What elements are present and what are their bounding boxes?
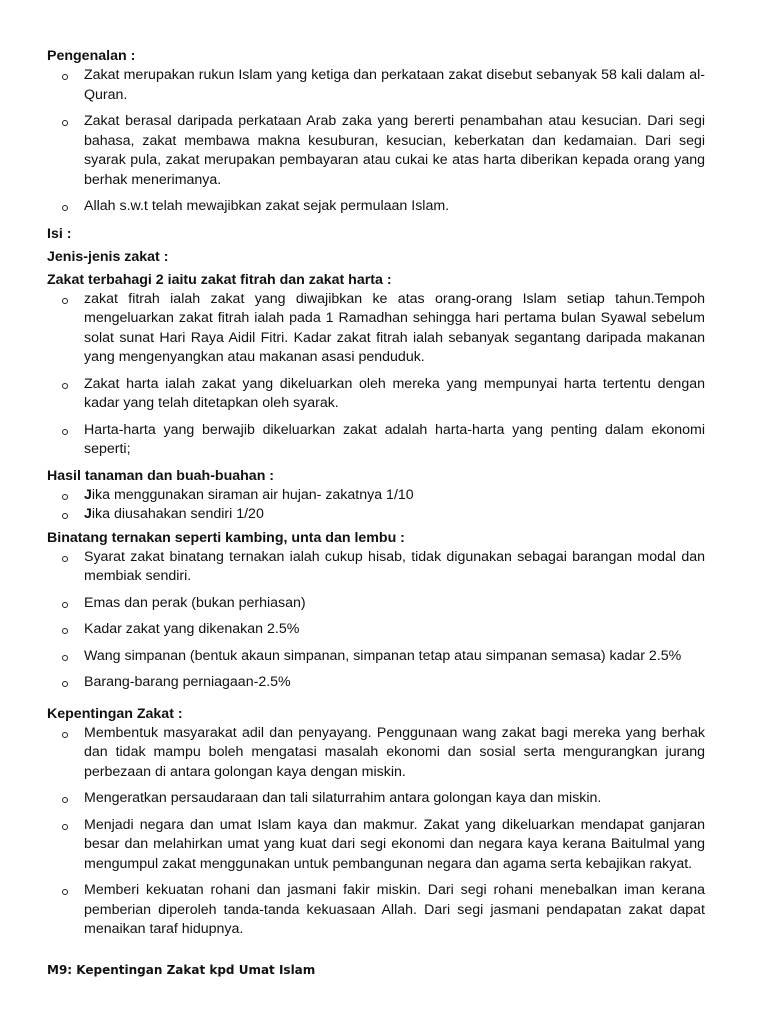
list-item: Menjadi negara dan umat Islam kaya dan makmur. Zakat yang dikeluarkan mendapat ganjaran besar dan melahirkan umat yang kuat dari segi ekonomi dan negara kaya kerana Baitulmal yang mengumpul zakat menggunakan untuk pembangunan negara dan agama serta kebajikan rakyat.: [47, 816, 705, 875]
list-item: Mengeratkan persaudaraan dan tali silaturrahim antara golongan kaya dan miskin.: [47, 789, 705, 809]
heading-binatang-ternakan: Binatang ternakan seperti kambing, unta dan lembu :: [47, 529, 405, 546]
item-text: ika diusahakan sendiri 1/20: [91, 506, 264, 522]
list-item: [47, 486, 705, 506]
list-item: Emas dan perak (bukan perhiasan): [47, 594, 705, 614]
list-kepentingan-zakat: [47, 724, 705, 940]
document-page: [47, 47, 705, 947]
list-item: Allah s.w.t telah mewajibkan zakat sejak permulaan Islam.: [47, 197, 705, 217]
list-item: Zakat merupakan rukun Islam yang ketiga dan perkataan zakat disebut sebanyak 58 kali dalam al-Quran.: [47, 66, 705, 105]
heading-kepentingan-zakat: Kepentingan Zakat :: [47, 705, 183, 722]
list-item: zakat fitrah ialah zakat yang diwajibkan ke atas orang-orang Islam setiap tahun.Tempoh mengeluarkan zakat fitrah ialah pada 1 Ramadhan sehingga hari pertama bulan Syawal sebelum solat sunat Hari Raya Aidil Fitri. Kadar zakat fitrah ialah sebanyak segantang daripada makanan yang mengenyangkan atau makanan asasi penduduk.: [47, 290, 705, 368]
list-item: Syarat zakat binatang ternakan ialah cukup hisab, tidak digunakan sebagai barangan modal dan membiak sendiri.: [47, 548, 705, 587]
heading-hasil-tanaman: Hasil tanaman dan buah-buahan :: [47, 467, 275, 484]
list-item: Barang-barang perniagaan-2.5%: [47, 673, 705, 693]
list-item: [47, 505, 705, 525]
heading-isi: Isi :: [47, 225, 72, 242]
list-item: Harta-harta yang berwajib dikeluarkan zakat adalah harta-harta yang penting dalam ekonomi seperti;: [47, 421, 705, 460]
page-footer: M9: Kepentingan Zakat kpd Umat Islam: [47, 963, 316, 977]
item-text: ika menggunakan siraman air hujan- zakatnya 1/10: [91, 486, 414, 503]
list-isi: [47, 290, 705, 460]
list-item: Membentuk masyarakat adil dan penyayang. Penggunaan wang zakat bagi mereka yang berhak dan tidak mampu boleh mengatasi masalah ekonomi dan sosial serta mengurangkan jurang perbezaan di antara golongan kaya dengan miskin.: [47, 724, 705, 783]
list-pengenalan: [47, 66, 705, 217]
heading-zakat-terbahagi: Zakat terbahagi 2 iaitu zakat fitrah dan zakat harta :: [47, 271, 392, 288]
list-item: Memberi kekuatan rohani dan jasmani fakir miskin. Dari segi rohani menebalkan iman kerana pemberian diperoleh tanda-tanda kekuasaan Allah. Dari segi jasmani pendapatan zakat dapat menaikan taraf hidupnya.: [47, 881, 705, 940]
list-item: Wang simpanan (bentuk akaun simpanan, simpanan tetap atau simpanan semasa) kadar 2.5%: [47, 647, 705, 667]
lead-letter: J: [84, 506, 92, 522]
heading-jenis-zakat: Jenis-jenis zakat :: [47, 248, 169, 265]
list-item: Kadar zakat yang dikenakan 2.5%: [47, 620, 705, 640]
lead-letter: J: [84, 486, 92, 503]
heading-pengenalan: Pengenalan :: [47, 48, 136, 64]
list-item: Zakat berasal daripada perkataan Arab zaka yang bererti penambahan atau kesucian. Dari segi bahasa, zakat membawa makna kesuburan, kesucian, keberkatan dan kedamaian. Dari segi syarak pula, zakat merupakan pembayaran atau cukai ke atas harta diberikan kepada orang yang berhak menerimanya.: [47, 112, 705, 190]
list-binatang-ternakan: [47, 548, 705, 693]
list-hasil-tanaman: [47, 486, 705, 525]
list-item: Zakat harta ialah zakat yang dikeluarkan oleh mereka yang mempunyai harta tertentu dengan kadar yang telah ditetapkan oleh syarak.: [47, 375, 705, 414]
